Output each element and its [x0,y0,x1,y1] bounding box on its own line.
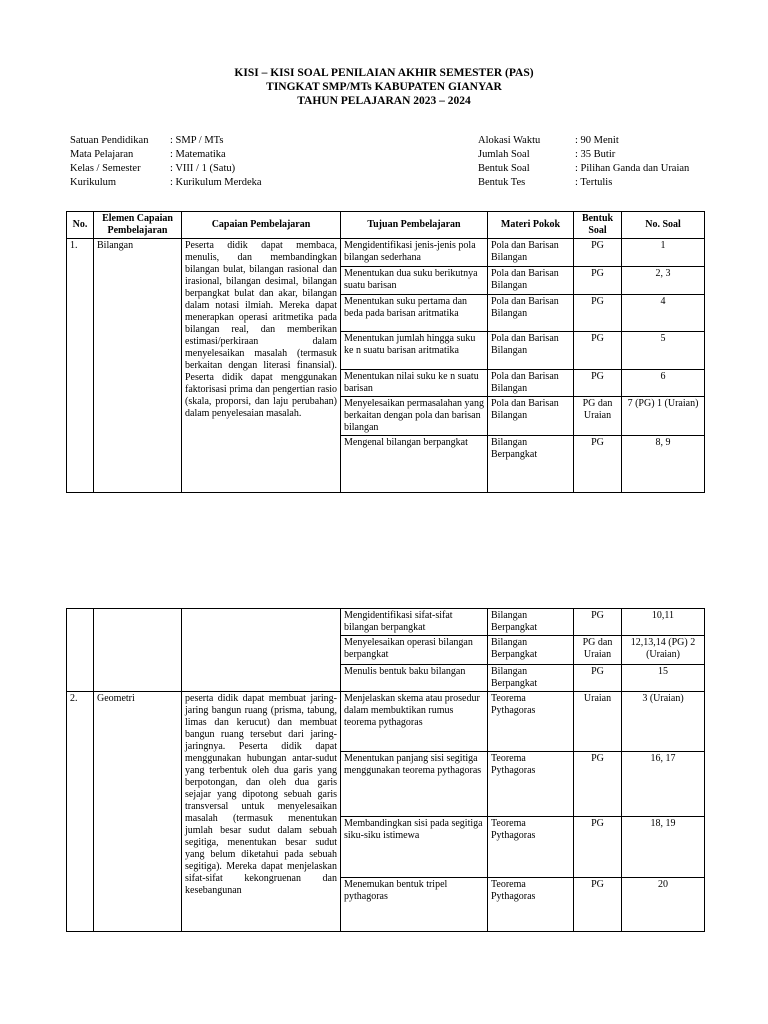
row-nosoal: 12,13,14 (PG) 2 (Uraian) [622,636,705,665]
row-materi: Pola dan Barisan Bilangan [488,295,574,332]
info-row [70,176,262,190]
info-value: : 90 Menit [575,135,619,146]
info-key: Kelas / Semester [70,163,141,174]
row-materi: Teorema Pythagoras [488,692,574,752]
row-nosoal: 1 [622,239,705,267]
row-materi: Pola dan Barisan Bilangan [488,267,574,295]
info-row [478,134,689,148]
row-tujuan: Mengidentifikasi sifat-sifat bilangan berpangkat [341,609,488,636]
row-elemen: Geometri [94,692,182,932]
row-nosoal: 10,11 [622,609,705,636]
row-no: 1. [67,239,94,493]
title-line-1: KISI – KISI SOAL PENILAIAN AKHIR SEMESTER (PAS) [234,67,534,79]
row-tujuan: Membandingkan sisi pada segitiga siku-siku istimewa [341,817,488,878]
row-nosoal: 15 [622,665,705,692]
info-value: : Matematika [170,149,226,160]
title-line-3: TAHUN PELAJARAN 2023 – 2024 [297,95,471,107]
row-bentuk: PG dan Uraian [574,397,622,436]
row-bentuk: PG [574,332,622,370]
info-left [70,134,262,190]
row-tujuan: Mengidentifikasi jenis-jenis pola bilangan sederhana [341,239,488,267]
row-bentuk: PG [574,267,622,295]
row-bentuk: PG [574,878,622,932]
row-tujuan: Menentukan jumlah hingga suku ke n suatu barisan aritmatika [341,332,488,370]
col-header-nosoal: No. Soal [622,212,705,239]
row-bentuk: PG [574,609,622,636]
row-capaian: peserta didik dapat membuat jaring-jaring bangun ruang (prisma, tabung, limas dan kerucut) dan membuat bangun ruang tersebut dari jaring-jaringnya. Peserta didik dapat menggunakan hubungan antar-sudut yang terbentuk oleh dua garis yang berpotongan, dan oleh dua garis sejajar yang dipotong sebuah garis transversal untuk menyelesaikan masalah (termasuk menentukan jumlah besar sudut dalam sebuah segitiga, menentukan besar sudut yang belum diketahui pada sebuah segitiga). Mereka dapat menjelaskan sifat-sifat kekongruenan dan kesebangunan [182,692,341,932]
row-capaian: Peserta didik dapat membaca, menulis, dan membandingkan bilangan bulat, bilangan rasional dan irasional, bilangan desimal, bilangan berpangkat bulat dan akar, bilangan dalam notasi ilmiah. Mereka dapat menerapkan operasi aritmetika pada bilangan real, dan memberikan estimasi/perkiraan dalam menyelesaikan masalah (termasuk berkaitan dengan literasi finansial). Peserta didik dapat menggunakan faktorisasi prima dan pengertian rasio (skala, proporsi, dan laju perubahan) dalam penyelesaian masalah. [182,239,341,493]
info-key: Satuan Pendidikan [70,135,149,146]
col-header-materi: Materi Pokok [488,212,574,239]
info-value: : SMP / MTs [170,135,224,146]
row-elemen: Bilangan [94,239,182,493]
row-materi: Pola dan Barisan Bilangan [488,370,574,397]
info-row [478,162,689,176]
row-bentuk: PG [574,752,622,817]
row-tujuan: Menjelaskan skema atau prosedur dalam membuktikan rumus teorema pythagoras [341,692,488,752]
info-row [70,134,262,148]
info-row [70,148,262,162]
row-no: 2. [67,692,94,932]
row-nosoal: 4 [622,295,705,332]
info-key: Alokasi Waktu [478,135,541,146]
row-nosoal: 3 (Uraian) [622,692,705,752]
row-tujuan: Mengenal bilangan berpangkat [341,436,488,493]
info-key: Kurikulum [70,177,117,188]
row-tujuan: Menyelesaikan permasalahan yang berkaitan dengan pola dan barisan bilangan [341,397,488,436]
table-row [67,692,705,752]
row-capaian-empty [182,609,341,692]
row-tujuan: Menulis bentuk baku bilangan [341,665,488,692]
row-materi: Pola dan Barisan Bilangan [488,397,574,436]
info-key: Bentuk Tes [478,177,526,188]
table-row [67,239,705,267]
info-key: Jumlah Soal [478,149,530,160]
col-header-capaian: Capaian Pembelajaran [182,212,341,239]
table-row [67,609,705,636]
info-right [478,134,689,190]
info-key: Mata Pelajaran [70,149,134,160]
row-materi: Pola dan Barisan Bilangan [488,332,574,370]
row-bentuk: PG dan Uraian [574,636,622,665]
row-tujuan: Menentukan dua suku berikutnya suatu barisan [341,267,488,295]
title-line-2: TINGKAT SMP/MTs KABUPATEN GIANYAR [266,81,502,93]
info-row [478,148,689,162]
row-bentuk: Uraian [574,692,622,752]
row-bentuk: PG [574,817,622,878]
info-value: : 35 Butir [575,149,616,160]
row-nosoal: 8, 9 [622,436,705,493]
row-tujuan: Menentukan suku pertama dan beda pada barisan aritmatika [341,295,488,332]
info-value: : Pilihan Ganda dan Uraian [575,163,690,174]
row-elemen-empty [94,609,182,692]
table-header-row [67,212,705,239]
col-header-bentuk: Bentuk Soal [574,212,622,239]
row-nosoal: 18, 19 [622,817,705,878]
row-materi: Bilangan Berpangkat [488,436,574,493]
row-tujuan: Menyelesaikan operasi bilangan berpangkat [341,636,488,665]
info-value: : Tertulis [575,177,613,188]
row-bentuk: PG [574,436,622,493]
row-materi: Pola dan Barisan Bilangan [488,239,574,267]
row-bentuk: PG [574,370,622,397]
row-materi: Teorema Pythagoras [488,878,574,932]
row-materi: Bilangan Berpangkat [488,665,574,692]
row-materi: Bilangan Berpangkat [488,609,574,636]
info-row [478,176,689,190]
row-nosoal: 5 [622,332,705,370]
kisi-table-page-2 [66,608,705,932]
row-bentuk: PG [574,295,622,332]
row-materi: Teorema Pythagoras [488,752,574,817]
row-nosoal: 16, 17 [622,752,705,817]
col-header-elemen: Elemen Capaian Pembelajaran [94,212,182,239]
document-title [0,66,768,108]
row-materi: Teorema Pythagoras [488,817,574,878]
info-value: : VIII / 1 (Satu) [170,163,236,174]
row-nosoal: 7 (PG) 1 (Uraian) [622,397,705,436]
kisi-table-page-1 [66,211,705,493]
row-no-empty [67,609,94,692]
row-tujuan: Menemukan bentuk tripel pythagoras [341,878,488,932]
col-header-no: No. [67,212,94,239]
row-bentuk: PG [574,665,622,692]
row-bentuk: PG [574,239,622,267]
info-key: Bentuk Soal [478,163,530,174]
info-row [70,162,262,176]
row-tujuan: Menentukan nilai suku ke n suatu barisan [341,370,488,397]
row-nosoal: 20 [622,878,705,932]
row-materi: Bilangan Berpangkat [488,636,574,665]
row-nosoal: 6 [622,370,705,397]
row-nosoal: 2, 3 [622,267,705,295]
col-header-tujuan: Tujuan Pembelajaran [341,212,488,239]
info-value: : Kurikulum Merdeka [170,177,262,188]
row-tujuan: Menentukan panjang sisi segitiga menggunakan teorema pythagoras [341,752,488,817]
